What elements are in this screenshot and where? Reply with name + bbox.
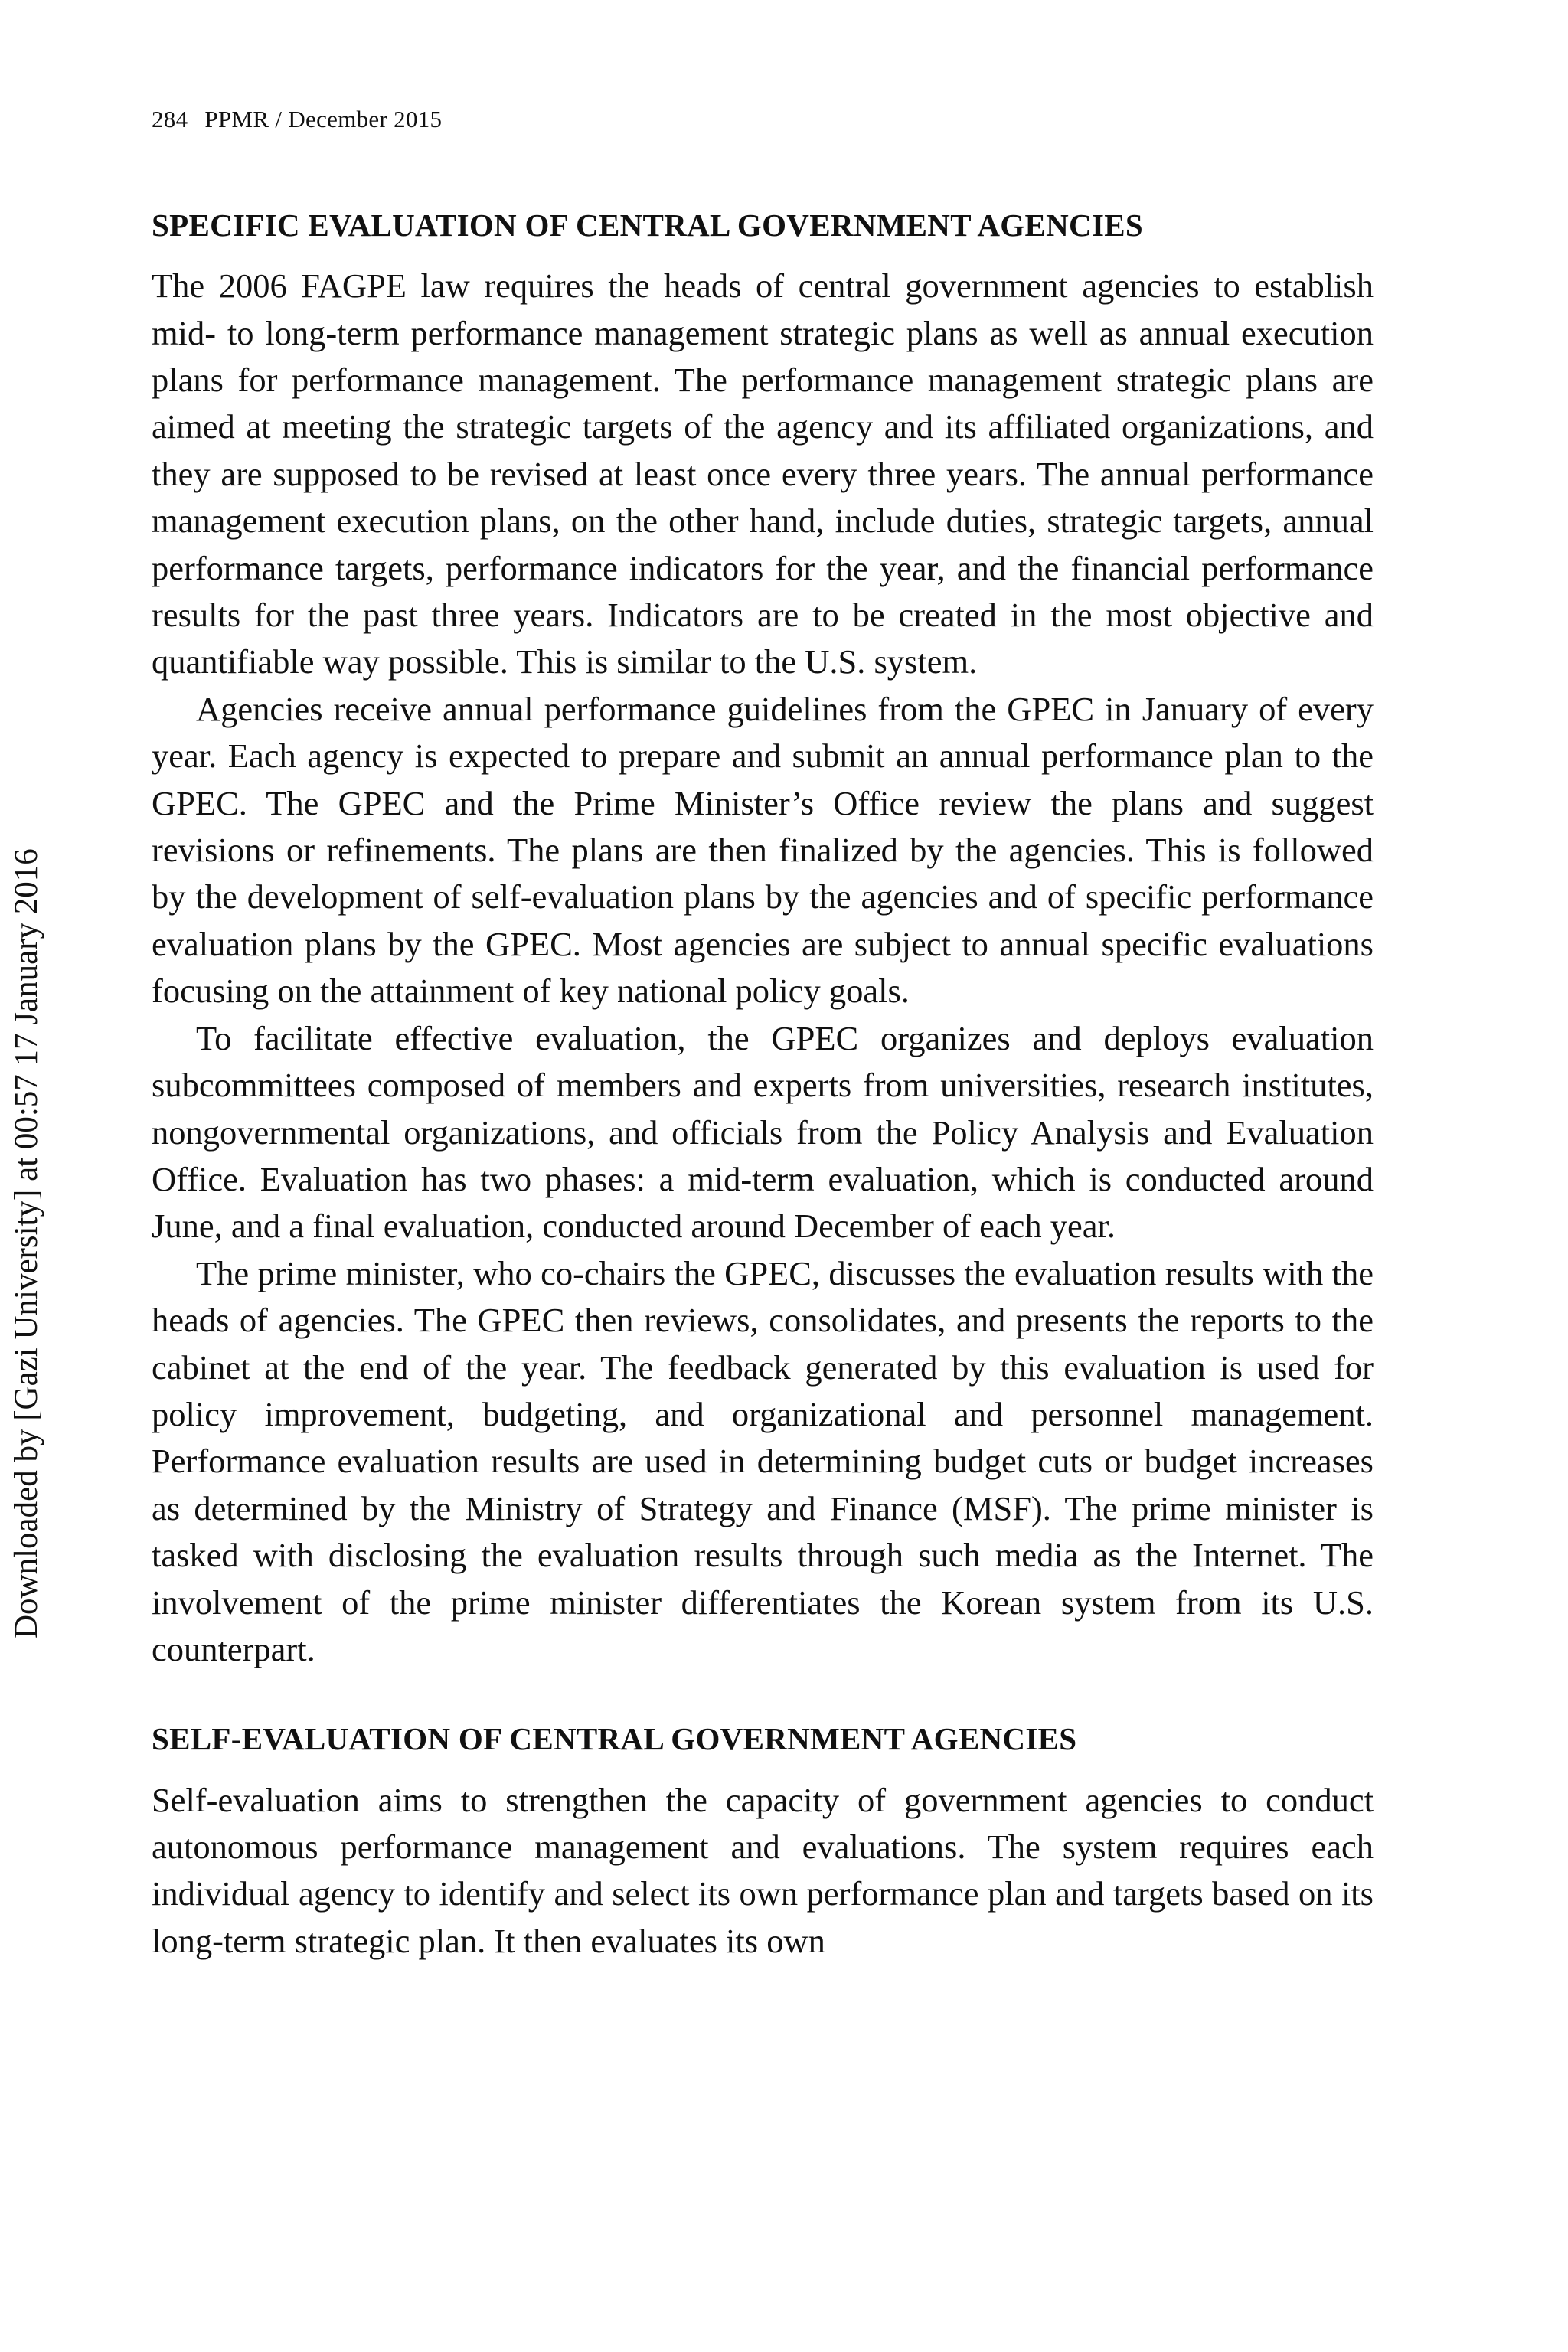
running-header <box>152 106 442 133</box>
paragraph: Self-evaluation aims to strengthen the capacity of government agencies to conduct autonomous performance management and evaluations. The system requires each individual agency to identify and select its own performance plan and targets based on its long-term strategic plan. It then evaluates its own <box>152 1780 1374 1960</box>
page-number: 284 <box>152 106 188 132</box>
paragraph: Agencies receive annual performance guidelines from the GPEC in January of every year. Each agency is expected to prepare and submit an annual performance plan to the GPEC. The GPEC and the Prime Minister’s Office review the plans and suggest revisions or refinements. The plans are then finalized by the agencies. This is followed by the development of self-evaluation plans by the agencies and of specific performance evaluation plans by the GPEC. Most agencies are subject to annual specific evaluations focusing on the attainment of key national policy goals. <box>152 689 1374 1011</box>
paragraph: The prime minister, who co-chairs the GPEC, discusses the evaluation results with the heads of agencies. The GPEC then reviews, consolidates, and presents the reports to the cabinet at the end of the year. The feedback generated by this evaluation is used for policy improvement, budgeting, and organizational and personnel management. Performance evaluation results are used in determining budget cuts or budget increases as determined by the Ministry of Strategy and Finance (MSF). The prime minister is tasked with disclosing the evaluation results through such media as the Internet. The involvement of the prime minister differentiates the Korean system from its U.S. counterpart. <box>152 1253 1374 1668</box>
article-body <box>152 201 1374 1965</box>
paragraph: The 2006 FAGPE law requires the heads of central government agencies to establish mid- to long-term performance management strategic plans as well as annual execution plans for performance management. The performance management strategic plans are aimed at meeting the strategic targets of the agency and its affiliated organizations, and they are supposed to be revised at least once every three years. The annual performance management execution plans, on the other hand, include duties, strategic targets, annual performance targets, performance indicators for the year, and the financial performance results for the past three years. Indicators are to be created in the most objective and quantifiable way possible. This is similar to the U.S. system. <box>152 266 1374 681</box>
section-heading-specific-evaluation: SPECIFIC EVALUATION OF CENTRAL GOVERNMENT AGENCIES <box>152 207 1143 243</box>
paragraph: To facilitate effective evaluation, the GPEC organizes and deploys evaluation subcommittees composed of members and experts from universities, research institutes, nongovernmental organizations, and officials from the Policy Analysis and Evaluation Office. Evaluation has two phases: a mid-term evaluation, which is conducted around June, and a final evaluation, conducted around December of each year. <box>152 1018 1374 1246</box>
journal-issue: PPMR / December 2015 <box>204 106 443 132</box>
section-heading-self-evaluation: SELF-EVALUATION OF CENTRAL GOVERNMENT AGENCIES <box>152 1721 1077 1757</box>
download-watermark: Downloaded by [Gazi University] at 00:57 17 January 2016 <box>8 848 44 1638</box>
